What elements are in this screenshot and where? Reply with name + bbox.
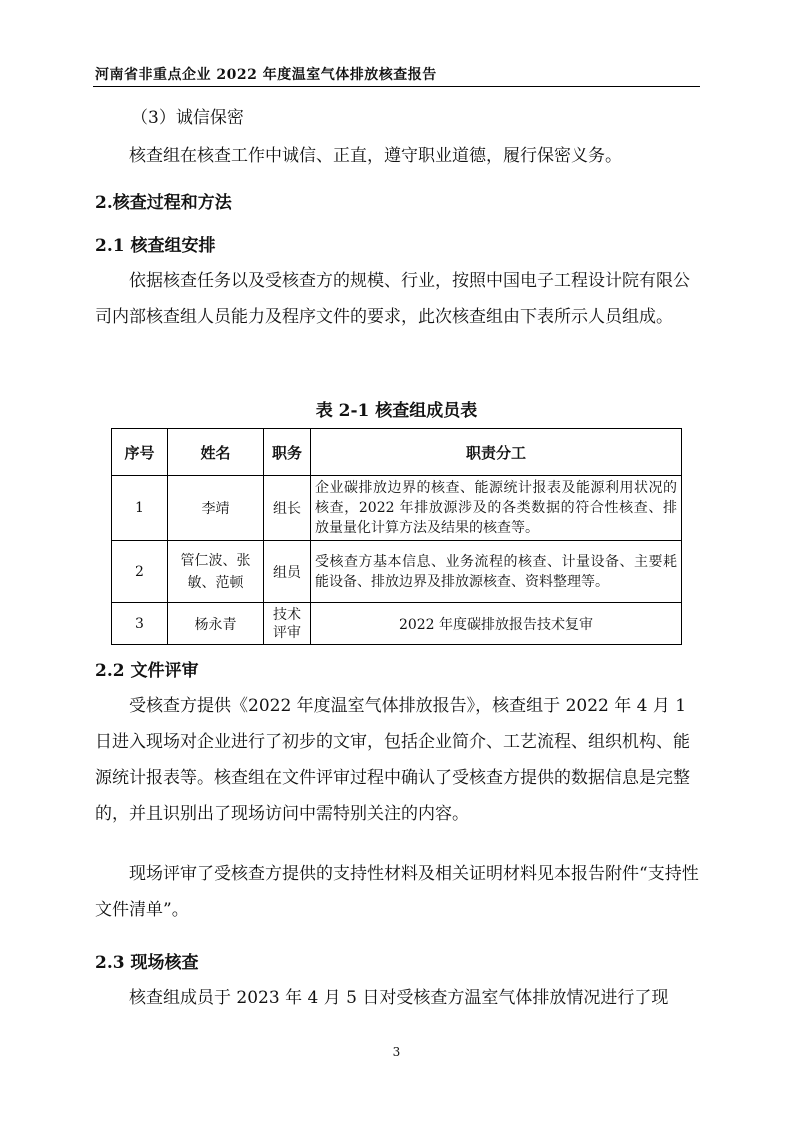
table-row: [112, 541, 682, 603]
section-2-1-heading: 2.1 核查组安排: [95, 236, 216, 256]
header-no: 序号: [112, 429, 168, 476]
section-2-3-heading: 2.3 现场核查: [95, 953, 199, 973]
staff-table: [111, 428, 682, 645]
table-header-row: [112, 429, 682, 476]
header-duty: 职责分工: [311, 429, 682, 476]
section-2-2-paragraph-2: 现场评审了受核查方提供的支持性材料及相关证明材料见本报告附件“支持性文件清单”。: [95, 864, 699, 920]
page-number: 3: [392, 1045, 401, 1059]
row-duty: 企业碳排放边界的核查、能源统计报表及能源利用状况的核查，2022 年排放源涉及的各类数据的符合性核查、排放量量化计算方法及结果的核查等。: [311, 476, 682, 541]
section-2-heading: 2.核查过程和方法: [95, 193, 232, 213]
row-role: 组员: [264, 541, 311, 603]
row-no: 1: [112, 476, 168, 541]
row-role: 技术评审: [264, 603, 311, 645]
row-role: 组长: [264, 476, 311, 541]
header-role: 职务: [264, 429, 311, 476]
running-header: 河南省非重点企业 2022 年度温室气体排放核查报告: [95, 67, 437, 83]
section-2-1-paragraph: 依据核查任务以及受核查方的规模、行业，按照中国电子工程设计院有限公司内部核查组人员能力及程序文件的要求，此次核查组由下表所示人员组成。: [95, 271, 690, 327]
row-name: 杨永青: [168, 603, 264, 645]
row-duty: 2022 年度碳排放报告技术复审: [311, 603, 682, 645]
row-no: 2: [112, 541, 168, 603]
table-row: [112, 603, 682, 645]
section-2-2-heading: 2.2 文件评审: [95, 661, 199, 681]
integrity-paragraph: 核查组在核查工作中诚信、正直，遵守职业道德，履行保密义务。: [129, 146, 622, 166]
table-row: [112, 476, 682, 541]
header-rule: [93, 86, 700, 87]
row-name: 李靖: [168, 476, 264, 541]
table-caption: 表 2-1 核查组成员表: [315, 401, 478, 421]
row-duty: 受核查方基本信息、业务流程的核查、计量设备、主要耗能设备、排放边界及排放源核查、资料整理等。: [311, 541, 682, 603]
section-2-3-paragraph: 核查组成员于 2023 年 4 月 5 日对受核查方温室气体排放情况进行了现: [129, 988, 669, 1008]
row-no: 3: [112, 603, 168, 645]
row-name: 管仁波、张敏、范顿: [168, 541, 264, 603]
header-name: 姓名: [168, 429, 264, 476]
subsection-integrity-title: （3）诚信保密: [131, 108, 244, 128]
section-2-2-paragraph-1: 受核查方提供《2022 年度温室气体排放报告》，核查组于 2022 年 4 月 1 日进入现场对企业进行了初步的文审，包括企业简介、工艺流程、组织机构、能源统计报表等。核查组在文件评审过程中确认了受核查方提供的数据信息是完整的，并且识别出了现场访问中需特别关注的内容。: [95, 696, 690, 824]
